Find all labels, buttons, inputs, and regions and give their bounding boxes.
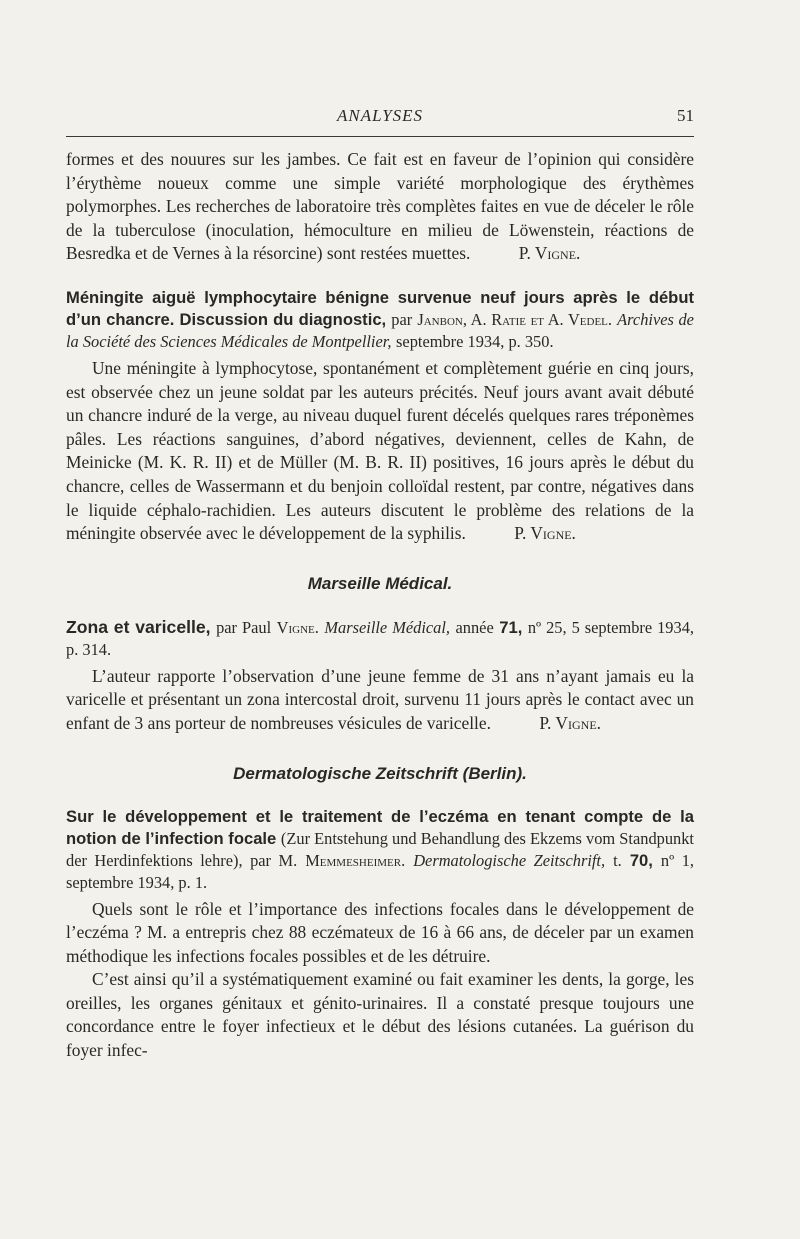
article-heading [66,616,694,661]
running-header [66,104,694,137]
article-journal: Dermatologische Zeitschrift, [413,850,606,870]
signature: P. Vigne. [518,243,581,264]
section-title: Dermatologische Zeitschrift (Berlin). [233,763,527,783]
article-par: par [391,309,413,329]
article-body-text: L’auteur rapporte l’observation d’une jeune femme de 31 ans n’ayant jamais eu la varicelle et présentant un zona intercostal droit, survenu 11 jours après le contact avec un enfant de 3 ans porteur de nombreuses vésicules de varicelle. [66,665,694,733]
continued-paragraph [66,148,694,266]
article-volume: 70, [629,850,653,870]
article-par: par Paul [216,617,272,637]
section-title: Marseille Médical. [307,573,453,593]
article-german-title: (Zur Entstehung und Behandlung des Ekzems vom Standpunkt der Herdinfektions lehre), par M. [66,828,694,870]
page-content [66,148,694,1063]
article-ref-a: t. [613,850,622,870]
signature: P. Vigne. [539,712,602,733]
continued-paragraph-text: formes et des nouures sur les jambes. Ce fait est en faveur de l’opinion qui considère l’érythème noueux comme une simple variété morphologique des érythèmes polymorphes. Les recherches de laboratoire très complètes faites en vue de déceler le rôle de la tuberculose (inoculation, hémoculture en milieu de Löwenstein, réactions de Besredka et de Vernes à la résorcine) sont restées muettes. [66,149,694,264]
article-heading [66,287,694,353]
article-author: Vigne. [276,617,319,637]
article-date: septembre 1934, p. 350. [396,331,554,351]
article-journal: Marseille Médical, [324,617,450,637]
article-body: Quels sont le rôle et l’importance des infections focales dans le développement de l’eczéma ? M. a entrepris chez 88 eczémateux de 16 à 66 ans, de déceler par un examen méthodique les infections focales possibles et de les détruire. [66,898,694,966]
article-body [66,665,694,736]
article-ref-b: nº 1, septembre 1934, p. 1. [66,850,694,892]
article-body: C’est ainsi qu’il a systématiquement examiné ou fait examiner les dents, la gorge, les oreilles, les organes génitaux et génito-urinaires. Il a constaté presque toujours une concordance entre le foyer infectieux et le début des lésions cutanées. La guérison du foyer infec- [66,969,694,1061]
article-body [66,357,694,546]
article-journal: Archives de la Société des Sciences Médicales de Montpellier, [66,309,694,351]
article-authors: Janbon, A. Ratie et A. Vedel. [417,309,613,329]
running-title: ANALYSES [336,106,424,125]
article-title: Méningite aiguë lymphocytaire bénigne survenue neuf jours après le début d’un chancre. Discussion du diagnostic, [66,287,694,329]
article-author: Memmesheimer. [305,850,406,870]
article-ref-a: année [455,617,494,637]
article-ref-b: nº 25, 5 septembre 1934, p. 314. [66,617,694,659]
article-volume: 71, [499,617,523,637]
article-body-text: Une méningite à lymphocytose, spontanément et complètement guérie en cinq jours, est observée chez un jeune soldat par les auteurs précités. Neuf jours avant avait débuté un chancre induré de la verge, au niveau duquel furent décelés quelques rares tréponèmes pâles. Les réactions sanguines, d’abord négatives, deviennent, celles de Kahn, de Meinicke (M. K. R. II) et de Müller (M. B. R. II) positives, 16 jours après le début du chancre, celles de Wassermann et du benjoin colloïdal restent, par contre, négatives dans le liquide céphalo-rachidien. Les auteurs discutent le problème des relations de la méningite observée avec le développement de la syphilis. [66,357,694,544]
page-number: 51 [677,106,694,125]
signature: P. Vigne. [514,523,576,544]
article-heading [66,806,694,894]
article-title: Zona et varicelle, [66,616,211,637]
article-title: Sur le développement et le traitement de l’eczéma en tenant compte de la notion de l’infection focale [66,806,694,848]
